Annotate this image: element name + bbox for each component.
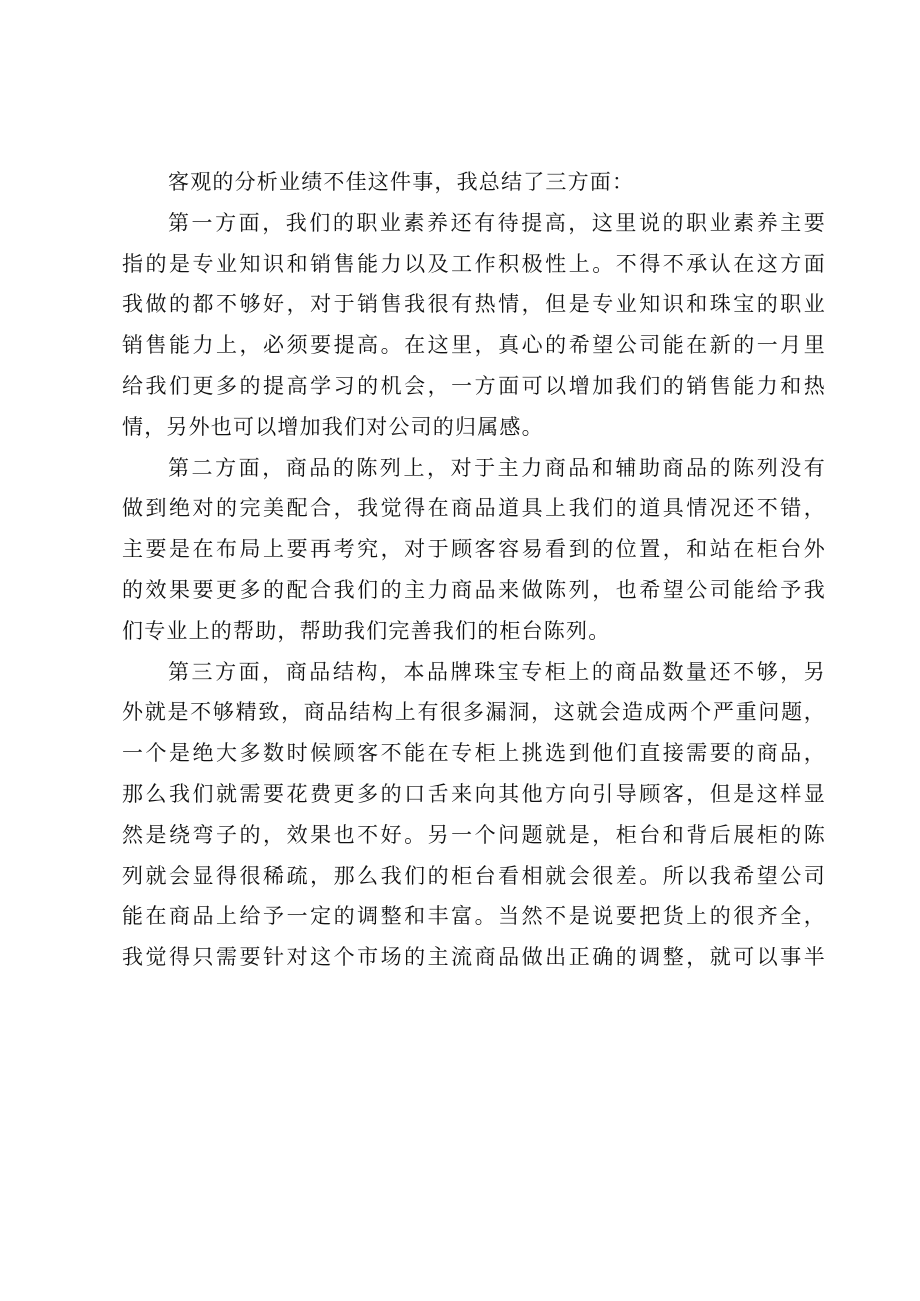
paragraph-intro — [122, 162, 826, 203]
text-line: 客观的分析业绩不佳这件事，我总结了三方面： — [168, 170, 635, 194]
text-line: 我觉得只需要针对这个市场的主流商品做出正确的调整，就可以事半 — [122, 945, 826, 970]
text-line: 列就会显得很稀疏，那么我们的柜台看相就会很差。所以我希望公司 — [122, 863, 826, 888]
text-line: 能在商品上给予一定的调整和丰富。当然不是说要把货上的很齐全， — [122, 904, 826, 929]
text-line: 主要是在布局上要再考究，对于顾客容易看到的位置，和站在柜台外 — [122, 537, 826, 562]
text-line: 情，另外也可以增加我们对公司的归属感。 — [122, 414, 544, 439]
text-line: 指的是专业知识和销售能力以及工作积极性上。不得不承认在这方面 — [122, 251, 826, 276]
document-body — [122, 162, 826, 978]
text-line: 的效果要更多的配合我们的主力商品来做陈列，也希望公司能给予我 — [122, 577, 826, 602]
text-line: 做到绝对的完美配合，我觉得在商品道具上我们的道具情况还不错， — [122, 496, 826, 521]
text-line: 第三方面，商品结构，本品牌珠宝专柜上的商品数量还不够，另 — [168, 659, 826, 684]
text-line: 然是绕弯子的，效果也不好。另一个问题就是，柜台和背后展柜的陈 — [122, 822, 826, 847]
text-line: 一个是绝大多数时候顾客不能在专柜上挑选到他们直接需要的商品， — [122, 741, 826, 766]
text-line: 第一方面，我们的职业素养还有待提高，这里说的职业素养主要 — [168, 210, 826, 235]
text-line: 我做的都不够好，对于销售我很有热情，但是专业知识和珠宝的职业 — [122, 292, 826, 317]
text-line: 外就是不够精致，商品结构上有很多漏洞，这就会造成两个严重问题， — [122, 700, 826, 725]
text-line: 给我们更多的提高学习的机会，一方面可以增加我们的销售能力和热 — [122, 373, 826, 398]
paragraph-first-aspect — [122, 203, 826, 448]
text-line: 销售能力上，必须要提高。在这里，真心的希望公司能在新的一月里 — [122, 333, 826, 358]
paragraph-third-aspect — [122, 652, 826, 978]
paragraph-second-aspect — [122, 448, 826, 652]
text-line: 第二方面，商品的陈列上，对于主力商品和辅助商品的陈列没有 — [168, 455, 826, 480]
text-line: 们专业上的帮助，帮助我们完善我们的柜台陈列。 — [122, 618, 611, 643]
text-line: 那么我们就需要花费更多的口舌来向其他方向引导顾客，但是这样显 — [122, 781, 826, 806]
